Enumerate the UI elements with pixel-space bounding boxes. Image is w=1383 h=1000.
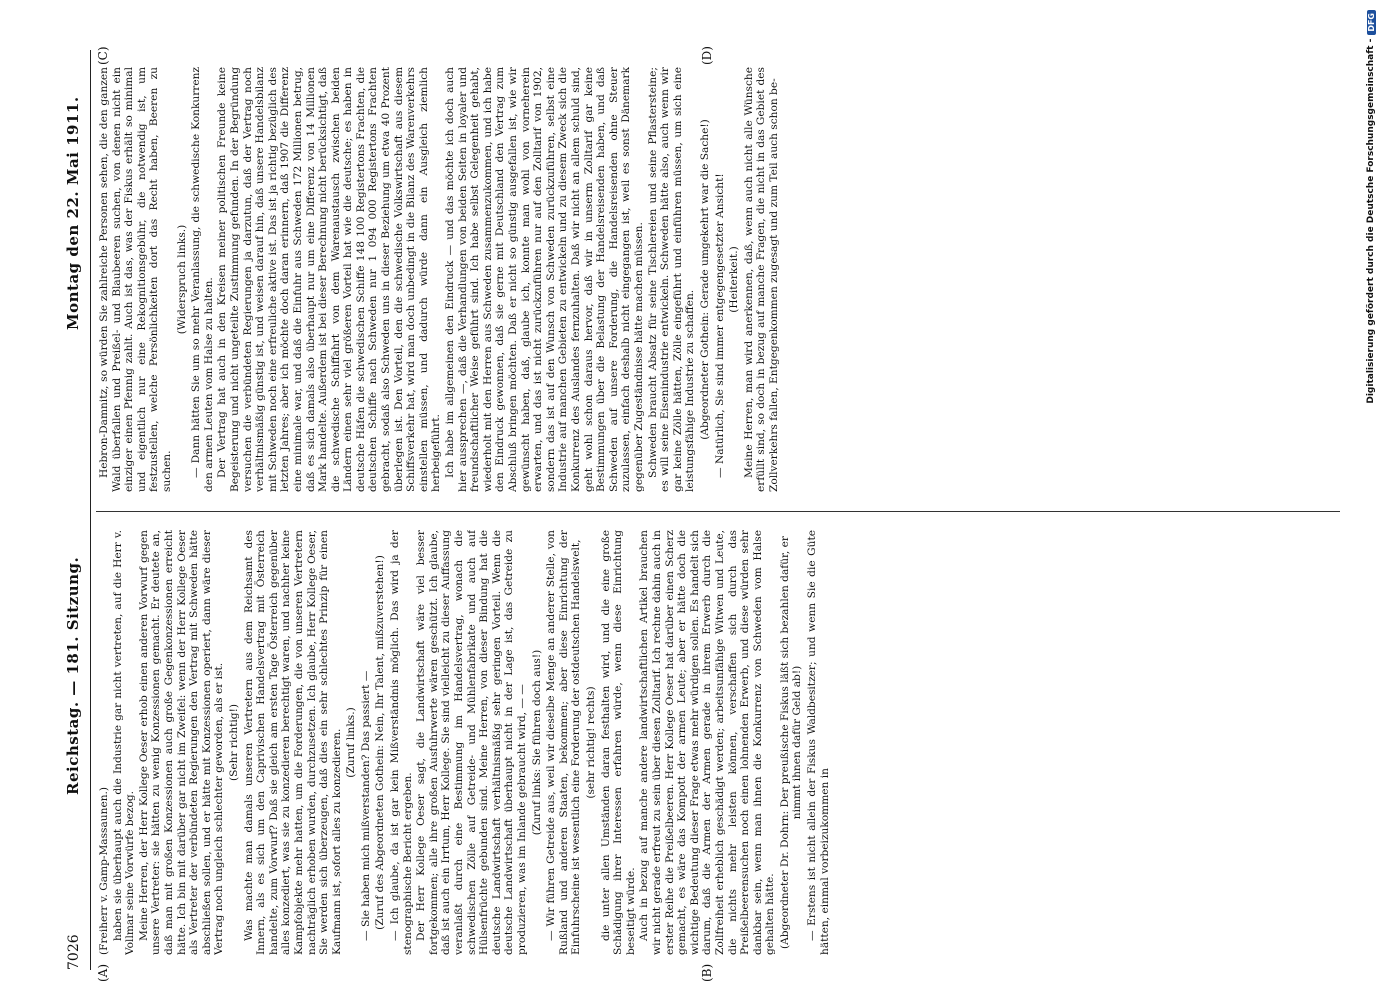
dfg-logo: DFG	[1367, 10, 1376, 35]
margin-marker-b: (B)	[700, 963, 714, 982]
left-column	[98, 530, 1338, 955]
column-divider	[96, 511, 1340, 512]
interjection: (Abgeordneter Gothein: Gerade umgekehrt war die Sache!)	[698, 119, 711, 440]
paragraph: Der Herr Kollege Oeser sagt, die Landwirtschaft wäre viel besser fortgekommen; alle ihre großen Ausfuhrwerte wären geschützt. Ich glaube, daß ist auch ein Irrtum, Herr Kollege. Sie sind vielleicht zu dieser Auffassung veranlaßt durch eine Bestimmung im Handelsvertrag, wonach die schwedischen Zölle auf Getreide- und Mühlenfabrikate und auch auf Hülsenfrüchte gebunden sind. Meine Herren, von dieser Bindung hat die deutsche Landwirtschaft verhältnismäßig sehr geringen Vorteil. Wenn die deutsche Landwirtschaft überhaupt nicht in der Lage ist, das Getreide zu produzieren, was im Inlande gebraucht wird, — —	[415, 530, 528, 955]
margin-marker-c: (C)	[96, 46, 110, 65]
paragraph: — Sie haben mich mißverstanden? Das passiert —	[359, 670, 372, 941]
interjection: (Sehr richtig!)	[227, 704, 240, 781]
paragraph: — Erstens ist nicht allein der Fiskus Waldbesitzer; und wenn Sie die Güte hätten, einmal vorbeizukommen in	[806, 530, 831, 955]
interjection: (sehr richtig! rechts)	[584, 686, 597, 799]
paragraph: Ich habe im allgemeinen den Eindruck — und das möchte ich doch auch hier aussprechen —, daß die Verhandlungen von beiden Seiten in loyaler und freundschaftlicher Weise geführt sind. Ich habe selbst Gelegenheit gehabt, wiederholt mit den Herren aus Schweden zusammenzukommen, und ich habe den Eindruck gewonnen, daß sie gerne mit Deutschland den Vertrag zum Abschluß bringen möchten. Daß er nicht so günstig ausgefallen ist, wie wir gewünscht haben, daß, glaube ich, konnte man wohl von vorneherein erwarten, und das ist nicht zurückzuführen nur auf den Zolltarif von 1902, sondern das ist auf den Wunsch von Schweden zurückzuführen, selbst eine Industrie auf manchen Gebieten zu entwickeln und zu diesem Zweck sich die Konkurrenz des Auslandes fernzuhalten. Daß wir nicht an allem schuld sind, geht wohl schon daraus hervor, daß wir in unserm Zolltarif gar keine Bestimmungen über die Belastung der Handelsreisenden haben, und daß Schweden auf unsere Forderung, die Handelsreisenden ohne Steuer zuzulassen, einfach deshalb nicht eingegangen ist, weil es sonst Dänemark gegenüber Zugeständnisse hätte machen müssen.	[444, 67, 645, 492]
page-number: 7026	[66, 934, 82, 970]
digitization-note	[1363, 10, 1379, 995]
session-date: Montag den 22. Mai 1911.	[64, 96, 82, 330]
paragraph: — Natürlich, Sie sind immer entgegengesetzter Ansicht!	[713, 173, 726, 478]
paragraph: haben sie überhaupt auch die Industrie gar nicht vertreten, auf die Herr v. Vollmar seine Vorwürfe bezog.	[111, 530, 137, 955]
interjection: (Zuruf links: Sie führen doch aus!)	[530, 649, 543, 836]
paragraph: Schweden braucht Absatz für seine Tischlereien und seine Pflastersteine; es will seine Eisenindustrie entwickeln. Schweden hätte also, auch wenn wir gar keine Zölle hätten, Zölle eingeführt und einführen müssen, um sich eine leistungsfähige Industrie zu schaffen.	[646, 67, 697, 492]
page-header	[60, 50, 90, 970]
header-rule	[90, 50, 91, 970]
paragraph: Meine Herren, der Herr Kollege Oeser erhob einen anderen Vorwurf gegen unsere Vertreter: sie hätten zu wenig Konzessionen gemacht. Er deutete an, daß man mit großen Konzessionen auch große Gegenkonzessionen erreicht hätte. Ich bin mit darüber gar nicht im Zweifel: wenn der Herr Kollege Oeser als Vertreter der verbündeten Regierungen den Vertrag mit Schweden hätte abschließen sollen, und er hätte mit Konzessionen operiert, dann wäre dieser Vertrag noch ungleich schlechter geworden, als er ist.	[137, 530, 226, 955]
margin-marker-a: (A)	[96, 963, 110, 982]
document-page	[60, 46, 1360, 982]
digitization-text: Digitalisierung gefördert durch die Deutsche Forschungsgemeinschaft -	[1366, 38, 1376, 404]
interjection: (Heiterkeit.)	[728, 246, 741, 313]
paragraph: — Dann hätten Sie um so mehr Veranlassung, die schwedische Konkurrenz den armen Leuten vom Halse zu halten.	[190, 67, 215, 492]
paragraph: Der Vertrag hat auch in den Kreisen meiner politischen Freunde keine Begeisterung und nicht ungeteilte Zustimmung gefunden. In der Begründung versuchen die verbündeten Regierungen ja darzutun, daß der Vertrag noch verhältnismäßig günstig ist, und weisen darauf hin, daß unsere Handelsbilanz mit Schweden noch eine erfreuliche aktive ist. Das ist ja richtig bezüglich des letzten Jahres; aber ich möchte doch daran erinnern, daß 1907 die Differenz eine minimale war, und daß die Einfuhr aus Schweden 172 Millionen betrug, daß es sich damals also überhaupt nur um eine Differenz von 14 Millionen Mark handelte. Außerdem ist bei dieser Berechnung nicht berücksichtigt, daß die schwedische Schiffahrt von dem Warenaustausch zwischen beiden Ländern einen sehr viel größeren Vorteil hat wie die deutsche; es haben in deutsche Häfen die schwedischen Schiffe 148 100 Registertons Frachten, die deutschen Schiffe nach Schweden nur 1 094 000 Registertons Frachten gebracht, sodaß also Schweden uns in dieser Beziehung um etwa 40 Prozent überlegen ist. Den Vorteil, den die schwedische Volkswirtschaft aus diesem Schiffsverkehr hat, wird man doch unbedingt in die Bilanz des Warenverkehrs einstellen müssen, und dadurch würde dann ein Ausgleich ziemlich herbeigeführt.	[216, 67, 443, 492]
paragraph: (Freiherr v. Gamp-Massaunen.)	[98, 786, 110, 955]
interjection: (Widerspruch links.)	[175, 224, 188, 335]
paragraph: Hebron-Damnitz, so würden Sie zahlreiche Personen sehen, die den ganzen Wald überfallen und Preißel- und Blaubeeren suchen, von denen nicht ein einziger einen Pfennig zahlt. Auch ist das, was der Fiskus erhält so minimal und eigentlich nur eine Rekognitionsgebühr, die notwendig ist, um festzustellen, welche Persönlichkeiten dort das Recht haben, Beeren zu suchen.	[98, 67, 173, 492]
paragraph: — Wir führen Getreide aus, weil wir dieselbe Menge an anderer Stelle, von Rußland und anderen Staaten, bekommen; aber diese Einrichtung der Einfuhrscheine ist wesentlich eine Forderung der ostdeutschen Handelswelt,	[545, 530, 583, 955]
paragraph: Meine Herren, man wird anerkennen, daß, wenn auch nicht alle Wünsche erfüllt sind, so doch in bezug auf manche Fragen, die nicht in das Gebiet des Zollverkehrs fallen, Entgegenkommen zugesagt und zum Teil auch schon be-	[742, 67, 780, 492]
interjection: (Abgeordneter Dr. Dohrn: Der preußische Fiskus läßt sich bezahlen dafür, er nimmt ihnen dafür Geld ab!)	[778, 536, 804, 949]
interjection: (Zuruf links.)	[345, 707, 358, 778]
right-column	[98, 67, 1338, 492]
paragraph: Auch in bezug auf manche andere landwirtschaftlichen Artikel brauchen wir nicht gerade erfreut zu sein über diesen Zolltarif. Ich rechne dahin auch in erster Reihe die Preißelbeeren. Herr Kollege Oeser hat darüber einen Scherz gemacht, es wäre das Kompott der armen Leute; aber er hätte doch die wichtige Bedeutung dieser Frage etwas mehr würdigen sollen. Es handelt sich darum, daß die Armen der Armen gerade in ihrem Erwerb durch die Zollfreiheit erheblich geschädigt werden; arbeitsunfähige Witwen und Leute, die nichts mehr leisten können, verschaffen sich durch das Preißelbeerensuchen noch einen lohnenden Erwerb, und diese würden sehr dankbar sein, wenn man ihnen die Konkurrenz von Schweden vom Halse gehalten hätte.	[638, 530, 777, 955]
session-title: Reichstag. — 181. Sitzung.	[64, 556, 82, 795]
paragraph: die unter allen Umständen daran festhalten wird, und die eine große Schädigung ihrer Interessen erfahren würde, wenn diese Einrichtung beseitigt würde.	[599, 530, 637, 955]
paragraph: Was machte man damals unseren Vertretern aus dem Reichsamt des Innern, als es sich um den Caprivischen Handelsvertrag mit Österreich handelte, zum Vorwurf? Daß sie gleich am ersten Tage Österreich gegenüber alles konzediert, was sie zu konzedieren berechtigt waren, und nachher keine Kampfobjekte mehr hatten, um die Forderungen, die von unseren Vertretern nachträglich erhoben wurden, durchzusetzen. Ich glaube, Herr Kollege Oeser, Sie werden sich überzeugen, daß dies ein sehr schlechtes Prinzip für einen Kaufmann ist, sofort alles zu konzedieren.	[242, 530, 343, 955]
margin-marker-d: (D)	[700, 46, 714, 65]
paragraph: — Ich glaube, da ist gar kein Mißverständnis möglich. Das wird ja der stenographische Bericht ergeben.	[389, 530, 414, 955]
interjection: (Zuruf des Abgeordneten Gothein: Nein, Ihr Talent, mißzuverstehen!)	[374, 555, 387, 930]
